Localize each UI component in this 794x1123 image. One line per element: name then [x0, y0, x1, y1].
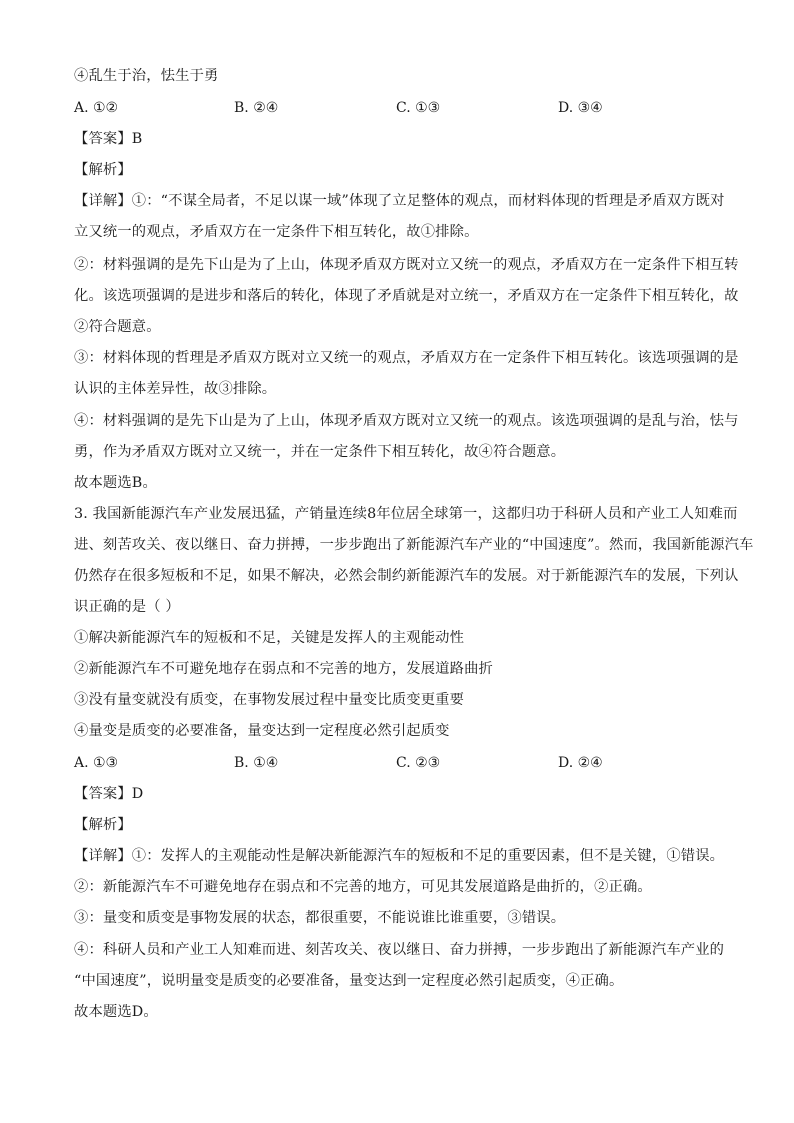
q2-analysis-label: 【解析】	[74, 162, 132, 178]
q2-explanation-line: ④：材料强调的是先下山是为了上山，体现矛盾双方既对立又统一的观点。该选项强调的是乱与治，怯与	[74, 413, 739, 429]
q3-analysis-label: 【解析】	[74, 817, 132, 833]
q2-option-a: A. ①②	[74, 100, 119, 116]
q2-explanation-line: 立又统一的观点，矛盾双方在一定条件下相互转化，故①排除。	[74, 224, 479, 240]
q3-option-b: B. ①④	[234, 755, 279, 771]
q3-stem-line: 仍然存在很多短板和不足，如果不解决，必然会制约新能源汽车的发展。对于新能源汽车的发展，下列认	[74, 568, 739, 584]
q3-explanation-line: 故本题选D。	[74, 1004, 158, 1020]
q3-item-2: ②新能源汽车不可避免地存在弱点和不完善的地方，发展道路曲折	[74, 661, 493, 677]
q3-explanation-line: 【详解】①：发挥人的主观能动性是解决新能源汽车的短板和不足的重要因素，但不是关键，①错误。	[74, 848, 725, 864]
q3-explanation-line: “中国速度”，说明量变是质变的必要准备，量变达到一定程度必然引起质变，④正确。	[74, 973, 624, 989]
q2-explanation-line: 【详解】①：“不谋全局者，不足以谋一域”体现了立足整体的观点，而材料体现的哲理是矛盾双方既对	[74, 193, 725, 209]
q3-stem-line: 识正确的是（ ）	[74, 599, 180, 615]
q2-explanation-line: 化。该选项强调的是进步和落后的转化，体现了矛盾就是对立统一，矛盾双方在一定条件下相互转化，故	[74, 288, 739, 304]
q3-explanation-line: ④：科研人员和产业工人知难而进、刻苦攻关、夜以继日、奋力拼搏，一步步跑出了新能源汽车产业的	[74, 942, 725, 958]
q2-explanation-line: 勇，作为矛盾双方既对立又统一，并在一定条件下相互转化，故④符合题意。	[74, 444, 566, 460]
q3-stem-line: 进、刻苦攻关、夜以继日、奋力拼搏，一步步跑出了新能源汽车产业的“中国速度”。然而，我国新能源汽车	[74, 537, 754, 553]
q2-explanation-line: ②：材料强调的是先下山是为了上山，体现矛盾双方既对立又统一的观点，矛盾双方在一定条件下相互转	[74, 257, 739, 273]
q2-option-c: C. ①③	[396, 100, 441, 116]
q2-explanation-line: 故本题选B。	[74, 475, 157, 491]
q2-explanation-line: 认识的主体差异性，故③排除。	[74, 381, 277, 397]
q2-options	[74, 98, 714, 118]
q3-item-3: ③没有量变就没有质变，在事物发展过程中量变比质变更重要	[74, 692, 465, 708]
q3-option-d: D. ②④	[558, 755, 603, 771]
q3-option-a: A. ①③	[74, 755, 119, 771]
q3-item-1: ①解决新能源汽车的短板和不足，关键是发挥人的主观能动性	[74, 630, 465, 646]
q3-explanation-line: ②：新能源汽车不可避免地存在弱点和不完善的地方，可见其发展道路是曲折的，②正确。	[74, 879, 652, 895]
q2-item-4: ④乱生于治，怯生于勇	[74, 68, 219, 84]
q3-explanation-line: ③：量变和质变是事物发展的状态，都很重要，不能说谁比谁重要，③错误。	[74, 910, 566, 926]
q3-answer: 【答案】D	[74, 786, 144, 802]
q2-answer: 【答案】B	[74, 131, 143, 147]
q2-explanation-line: ③：材料体现的哲理是矛盾双方既对立又统一的观点，矛盾双方在一定条件下相互转化。该选项强调的是	[74, 350, 739, 366]
q2-explanation-line: ②符合题意。	[74, 319, 161, 335]
q3-options	[74, 753, 714, 773]
q2-option-b: B. ②④	[234, 100, 279, 116]
q3-option-c: C. ②③	[396, 755, 441, 771]
q3-stem-line: 3. 我国新能源汽车产业发展迅猛，产销量连续8年位居全球第一，这都归功于科研人员和产业工人知难而	[74, 506, 738, 522]
q2-option-d: D. ③④	[558, 100, 603, 116]
q3-item-4: ④量变是质变的必要准备，量变达到一定程度必然引起质变	[74, 723, 450, 739]
